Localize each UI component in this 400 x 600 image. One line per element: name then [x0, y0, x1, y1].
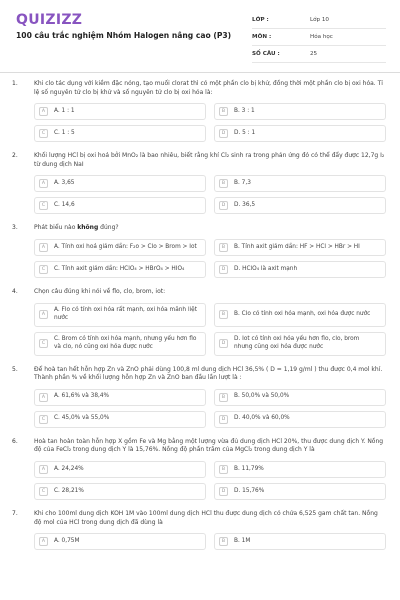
option-letter-box: B — [219, 393, 228, 402]
option-c[interactable] — [34, 332, 206, 356]
meta-table — [252, 12, 386, 63]
option-text: D. 5 : 1 — [234, 129, 256, 136]
option-d[interactable] — [214, 483, 386, 500]
option-letter-box: D — [219, 129, 228, 138]
option-text: A. Flo có tính oxi hóa rất mạnh, oxi hóa mãnh liệt nước — [54, 306, 198, 321]
question-7 — [0, 510, 400, 550]
question-text-start: Phát biểu nào — [34, 224, 78, 232]
option-text: B. 11,79% — [234, 465, 264, 472]
option-d[interactable] — [214, 411, 386, 428]
option-a[interactable] — [34, 175, 206, 192]
page-header — [0, 0, 400, 70]
option-letter-box: A — [39, 393, 48, 402]
question-text: Chọn câu đúng khi nói về flo, clo, brom, iot: — [34, 287, 166, 295]
option-d[interactable] — [214, 261, 386, 278]
option-text: B. 50,0% và 50,0% — [234, 393, 290, 400]
option-letter-box: B — [219, 179, 228, 188]
option-text: A. Tính oxi hoá giảm dần: F₂o > Clo > Brom > Iot — [54, 243, 197, 250]
option-letter-box: A — [39, 179, 48, 188]
answer-options — [34, 461, 386, 500]
option-text: C. 1 : 5 — [54, 129, 75, 136]
meta-value: 25 — [310, 51, 318, 57]
option-letter-box: B — [219, 537, 228, 546]
answer-options — [34, 303, 386, 356]
header-divider — [0, 72, 400, 73]
option-letter-box: C — [39, 415, 48, 424]
option-b[interactable] — [214, 533, 386, 550]
option-letter-box: C — [39, 201, 48, 210]
option-text: C. 28,21% — [54, 487, 84, 494]
option-letter-box: B — [219, 310, 228, 319]
option-letter-box: C — [39, 339, 48, 348]
question-text-emphasis: không — [77, 224, 99, 232]
option-c[interactable] — [34, 483, 206, 500]
option-text: D. Iot có tính oxi hóa yếu hơn flo, clo, brom nhưng cũng oxi hóa được nước — [234, 335, 360, 350]
question-6 — [0, 438, 400, 500]
option-c[interactable] — [34, 197, 206, 214]
answer-options — [34, 533, 386, 550]
option-letter-box: B — [219, 465, 228, 474]
answer-options — [34, 175, 386, 214]
document-title: 100 câu trắc nghiệm Nhóm Halogen nâng cao (P3) — [16, 31, 232, 40]
option-letter-box: D — [219, 265, 228, 274]
option-text: C. 45,0% và 55,0% — [54, 415, 110, 422]
option-letter-box: A — [39, 107, 48, 116]
meta-value: Lớp 10 — [310, 17, 329, 23]
question-5 — [0, 366, 400, 428]
meta-value: Hóa học — [310, 34, 333, 40]
option-a[interactable] — [34, 103, 206, 120]
question-3 — [0, 224, 400, 278]
option-letter-box: C — [39, 129, 48, 138]
option-text: B. Tính axit giảm dần: HF > HCl > HBr > HI — [234, 243, 360, 250]
option-text: C. Tính axit giảm dần: HClO₄ > HBrO₄ > HIO₄ — [54, 265, 185, 272]
option-letter-box: C — [39, 265, 48, 274]
option-b[interactable] — [214, 103, 386, 120]
question-text: Khối lượng HCl bị oxi hoá bởi MnO₂ là bao nhiêu, biết rằng khí Cl₂ sinh ra trong phản ứng đó có thể đẩy được 12,7g I₂ từ dung dịch NaI — [34, 152, 385, 168]
option-letter-box: C — [39, 487, 48, 496]
option-a[interactable] — [34, 533, 206, 550]
option-text: A. 1 : 1 — [54, 107, 75, 114]
option-b[interactable] — [214, 461, 386, 478]
option-text: A. 24,24% — [54, 465, 84, 472]
question-text — [34, 224, 386, 233]
option-b[interactable] — [214, 239, 386, 256]
question-text: Để hoà tan hết hỗn hợp Zn và ZnO phải dùng 100,8 ml dung dịch HCl 36,5% ( D = 1,19 g/ml ) thu được 0,4 mol khí. Thành phần % về khối lượng hỗn hợp Zn và ZnO ban đầu lần lượt là : — [34, 365, 383, 382]
question-1 — [0, 80, 400, 142]
option-text: C. 14,6 — [54, 202, 75, 209]
option-a[interactable] — [34, 389, 206, 406]
option-text: A. 61,6% và 38,4% — [54, 393, 110, 400]
question-text: Khi cho 100ml dung dịch KOH 1M vào 100ml dung dịch HCl thu được dung dịch có chứa 6,525 gam chất tan. Nồng độ mol của HCl trong dung dịch đã dùng là — [34, 509, 378, 526]
option-c[interactable] — [34, 411, 206, 428]
option-b[interactable] — [214, 175, 386, 192]
question-text: Hoà tan hoàn toàn hỗn hợp X gồm Fe và Mg bằng một lượng vừa đủ dung dịch HCl 20%, thu được dung dịch Y. Nồng độ của FeCl₂ trong dung dịch Y là 15,76%. Nồng độ phần trăm của MgCl₂ trong dung dịch Y là — [34, 437, 384, 454]
option-letter-box: A — [39, 465, 48, 474]
option-text: C. Brom có tính oxi hóa mạnh, nhưng yếu hơn flo và clo, nó cũng oxi hóa được nước — [54, 335, 197, 350]
option-b[interactable] — [214, 389, 386, 406]
option-d[interactable] — [214, 197, 386, 214]
meta-key: MÔN : — [252, 34, 272, 40]
option-a[interactable] — [34, 239, 206, 256]
question-number: 3. — [12, 224, 18, 232]
option-b[interactable] — [214, 303, 386, 327]
option-text: A. 3,65 — [54, 180, 75, 187]
option-d[interactable] — [214, 125, 386, 142]
question-number: 4. — [12, 287, 18, 295]
option-text: B. 7,3 — [234, 180, 251, 187]
answer-options — [34, 103, 386, 142]
option-d[interactable] — [214, 332, 386, 356]
option-letter-box: B — [219, 107, 228, 116]
question-2 — [0, 152, 400, 214]
question-list — [0, 80, 400, 560]
question-number: 7. — [12, 509, 18, 517]
option-text: A. 0,75M — [54, 537, 80, 544]
option-letter-box: A — [39, 243, 48, 252]
option-a[interactable] — [34, 461, 206, 478]
question-number: 2. — [12, 152, 18, 160]
answer-options — [34, 389, 386, 428]
option-c[interactable] — [34, 261, 206, 278]
option-text: B. 1M — [234, 537, 251, 544]
question-text-end: đúng? — [98, 224, 119, 232]
question-number: 1. — [12, 80, 18, 87]
option-letter-box: B — [219, 243, 228, 252]
option-letter-box: D — [219, 201, 228, 210]
option-letter-box: D — [219, 339, 228, 348]
option-text: D. 36,5 — [234, 202, 256, 209]
option-text: B. 3 : 1 — [234, 107, 255, 114]
option-text: B. Clo có tính oxi hóa mạnh, oxi hóa được nước — [234, 310, 371, 317]
meta-key: SỐ CÂU : — [252, 51, 280, 57]
option-letter-box: A — [39, 537, 48, 546]
option-letter-box: D — [219, 415, 228, 424]
meta-key: LỚP : — [252, 17, 269, 23]
question-4 — [0, 288, 400, 356]
meta-row-subject — [252, 29, 386, 46]
question-text: Khi clo tác dụng với kiềm đặc nóng, tạo muối clorat thì có một phần clo bị khử, đồng thời một phần clo bị oxi hóa. Tỉ lệ số nguyên tử clo bị khử và số nguyên tử clo bị oxi hóa là: — [34, 80, 383, 96]
option-text: D. HClO₄ là axit mạnh — [234, 265, 298, 272]
question-number: 6. — [12, 437, 18, 445]
question-number: 5. — [12, 365, 18, 373]
option-a[interactable] — [34, 303, 206, 327]
meta-row-grade — [252, 12, 386, 29]
option-text: D. 15,76% — [234, 487, 265, 494]
option-letter-box: D — [219, 487, 228, 496]
meta-row-question-count — [252, 46, 386, 63]
quizizz-logo: QUIZIZZ — [16, 12, 83, 28]
option-text: D. 40,0% và 60,0% — [234, 415, 290, 422]
option-letter-box: A — [39, 310, 48, 319]
answer-options — [34, 239, 386, 278]
option-c[interactable] — [34, 125, 206, 142]
